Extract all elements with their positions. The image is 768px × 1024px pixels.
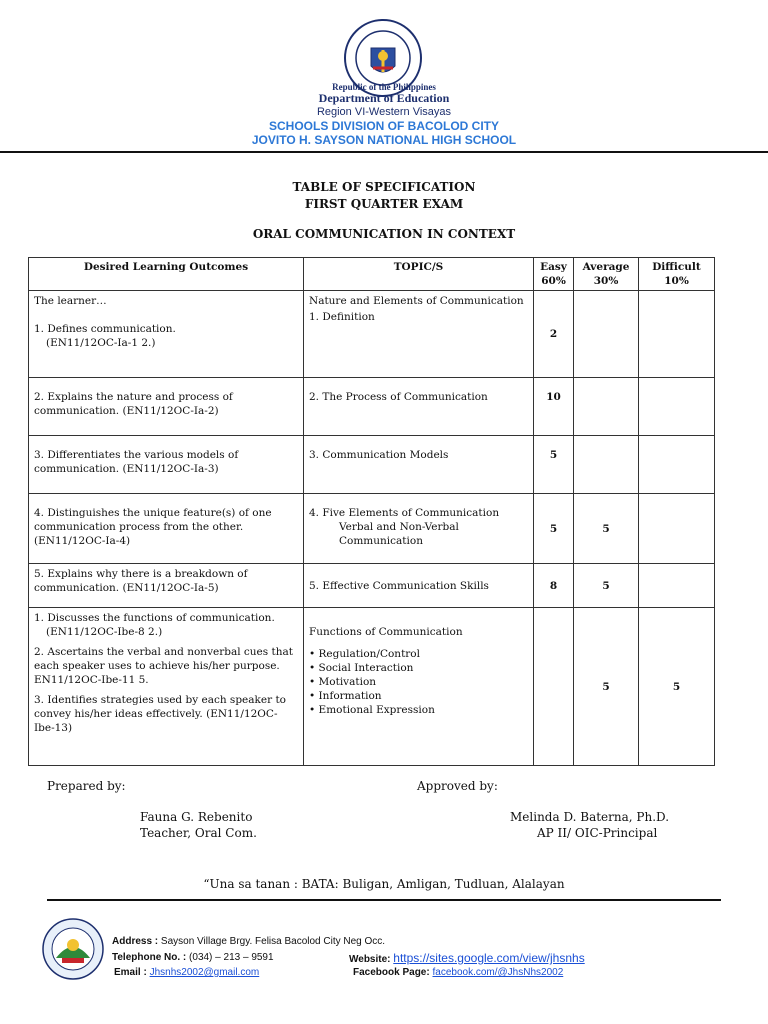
functions-list xyxy=(309,647,528,717)
approver-name: Melinda D. Baterna, Ph.D. xyxy=(510,810,670,824)
table-row xyxy=(29,564,715,608)
list-item: • Regulation/Control xyxy=(309,647,528,661)
region-label: Region VI-Western Visayas xyxy=(316,106,452,118)
doc-title-line1: TABLE OF SPECIFICATION xyxy=(292,180,476,194)
footer-divider xyxy=(47,899,721,901)
difficult-count xyxy=(639,378,715,436)
school-label: JOVITO H. SAYSON NATIONAL HIGH SCHOOL xyxy=(251,133,517,147)
facebook-link[interactable]: facebook.com/@JhsNhs2002 xyxy=(432,967,564,978)
website-line: Website: https://sites.google.com/view/jhsnhs xyxy=(349,951,585,965)
topic-cell: 2. The Process of Communication xyxy=(304,378,534,436)
approver-title: AP II/ OIC-Principal xyxy=(537,826,658,840)
average-count xyxy=(574,378,639,436)
table-row xyxy=(29,494,715,564)
topic-cell: 4. Five Elements of Communication Verbal and Non-Verbal Communication xyxy=(304,494,534,564)
easy-count: 8 xyxy=(534,564,574,608)
doc-title-line2: FIRST QUARTER EXAM xyxy=(304,197,464,211)
difficult-count xyxy=(639,494,715,564)
table-row xyxy=(29,608,715,766)
specification-table xyxy=(28,257,715,766)
outcome-cell: 2. Explains the nature and process of communication. (EN11/12OC-Ia-2) xyxy=(29,378,304,436)
average-count: 5 xyxy=(574,564,639,608)
outcome-cell: The learner… 1. Defines communication. (EN11/12OC-Ia-1 2.) xyxy=(29,291,304,378)
list-item: • Information xyxy=(309,689,528,703)
school-logo xyxy=(42,918,104,980)
topic-cell: Nature and Elements of Communication 1. Definition xyxy=(304,291,534,378)
approved-by-label: Approved by: xyxy=(417,779,498,793)
topic-cell: 5. Effective Communication Skills xyxy=(304,564,534,608)
address-line: Address : Sayson Village Brgy. Felisa Bacolod City Neg Occ. xyxy=(112,936,386,947)
col-header-difficult: Difficult 10% xyxy=(639,258,715,291)
prepared-by-label: Prepared by: xyxy=(47,779,126,793)
average-count: 5 xyxy=(574,608,639,766)
website-link[interactable]: https://sites.google.com/view/jhsnhs xyxy=(393,951,585,965)
average-count xyxy=(574,436,639,494)
col-header-average: Average 30% xyxy=(574,258,639,291)
telephone-line: Telephone No. : (034) – 213 – 9591 xyxy=(112,952,274,963)
email-link[interactable]: Jhsnhs2002@gmail.com xyxy=(149,967,260,978)
topic-cell: Functions of Communication • Regulation/Control • Social Interaction • Motivation • Information • Emotional Expression xyxy=(304,608,534,766)
table-row xyxy=(29,378,715,436)
easy-count: 5 xyxy=(534,436,574,494)
col-header-outcomes: Desired Learning Outcomes xyxy=(29,258,304,291)
department-label: Department of Education xyxy=(318,91,450,105)
preparer-title: Teacher, Oral Com. xyxy=(140,826,257,840)
col-header-easy: Easy 60% xyxy=(534,258,574,291)
table-header-row xyxy=(29,258,715,291)
header-divider xyxy=(0,151,768,153)
easy-count: 10 xyxy=(534,378,574,436)
topic-cell: 3. Communication Models xyxy=(304,436,534,494)
outcome-cell: 1. Discusses the functions of communication. (EN11/12OC-Ibe-8 2.) 2. Ascertains the verbal and nonverbal cues that each speaker uses to achieve his/her purpose. EN11/12OC-Ibe-11 5. 3. Identifies strategies used by each speaker to convey his/her ideas effectively. (EN11/12OC-Ibe-13) xyxy=(29,608,304,766)
col-header-topics: TOPIC/S xyxy=(304,258,534,291)
outcome-cell: 4. Distinguishes the unique feature(s) of one communication process from the other. (EN11/12OC-Ia-4) xyxy=(29,494,304,564)
easy-count: 2 xyxy=(534,291,574,378)
difficult-count: 5 xyxy=(639,608,715,766)
table-row xyxy=(29,436,715,494)
easy-count: 5 xyxy=(534,494,574,564)
list-item: • Motivation xyxy=(309,675,528,689)
subject-title: ORAL COMMUNICATION IN CONTEXT xyxy=(252,227,516,241)
difficult-count xyxy=(639,436,715,494)
republic-label: Republic of the Philippines xyxy=(332,82,436,92)
division-label: SCHOOLS DIVISION OF BACOLOD CITY xyxy=(268,119,499,133)
list-item: • Social Interaction xyxy=(309,661,528,675)
outcome-cell: 3. Differentiates the various models of communication. (EN11/12OC-Ia-3) xyxy=(29,436,304,494)
email-line: Email : Jhsnhs2002@gmail.com xyxy=(114,967,260,978)
facebook-line: Facebook Page: facebook.com/@JhsNhs2002 xyxy=(353,967,564,978)
difficult-count xyxy=(639,291,715,378)
easy-count xyxy=(534,608,574,766)
outcome-cell: 5. Explains why there is a breakdown of communication. (EN11/12OC-Ia-5) xyxy=(29,564,304,608)
average-count: 5 xyxy=(574,494,639,564)
school-motto: “Una sa tanan : BATA: Buligan, Amligan, Tudluan, Alalayan xyxy=(203,877,565,891)
preparer-name: Fauna G. Rebenito xyxy=(140,810,253,824)
table-row xyxy=(29,291,715,378)
average-count xyxy=(574,291,639,378)
list-item: • Emotional Expression xyxy=(309,703,528,717)
difficult-count xyxy=(639,564,715,608)
